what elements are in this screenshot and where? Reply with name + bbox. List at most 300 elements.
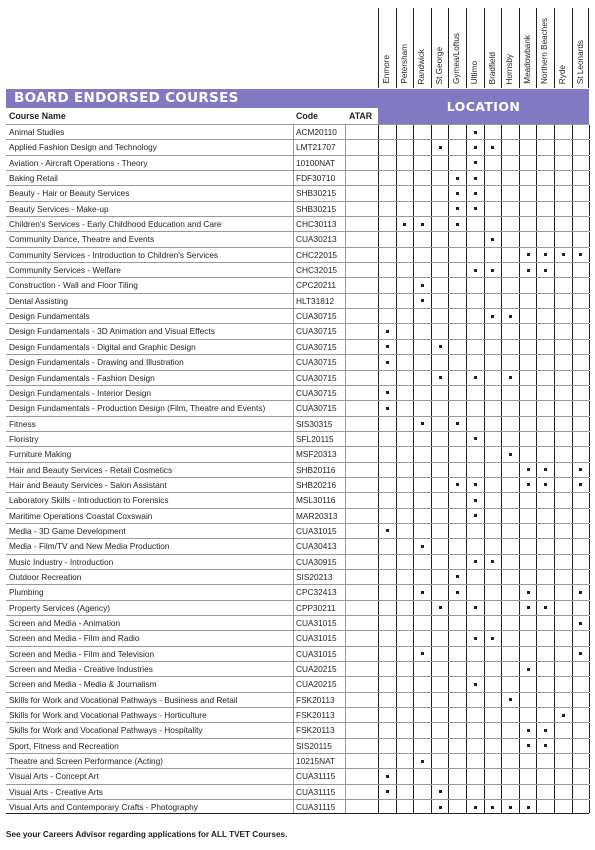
location-divider bbox=[448, 570, 449, 584]
location-divider bbox=[554, 800, 555, 813]
location-divider bbox=[519, 371, 520, 385]
location-divider bbox=[536, 217, 537, 231]
location-divider bbox=[589, 232, 590, 246]
location-divider bbox=[396, 417, 397, 431]
location-divider bbox=[413, 248, 414, 262]
location-divider bbox=[589, 723, 590, 737]
course-name: Floristry bbox=[9, 433, 39, 444]
location-divider bbox=[519, 631, 520, 645]
course-code: HLT31812 bbox=[296, 295, 335, 306]
location-divider bbox=[589, 785, 590, 799]
course-name: Aviation - Aircraft Operations - Theory bbox=[9, 157, 148, 168]
location-divider bbox=[554, 754, 555, 768]
location-divider bbox=[448, 447, 449, 461]
location-divider bbox=[589, 447, 590, 461]
location-label: Meadowbank bbox=[522, 35, 532, 84]
location-divider bbox=[396, 355, 397, 369]
location-divider bbox=[378, 555, 379, 569]
course-code: CHC22015 bbox=[296, 249, 338, 260]
location-divider bbox=[484, 355, 485, 369]
location-divider bbox=[431, 585, 432, 599]
location-divider bbox=[431, 754, 432, 768]
availability-dot bbox=[474, 146, 477, 149]
location-divider bbox=[572, 555, 573, 569]
location-divider bbox=[466, 539, 467, 553]
location-divider bbox=[431, 662, 432, 676]
column-divider bbox=[293, 693, 294, 707]
location-header-gymea-loftus bbox=[448, 8, 466, 88]
location-divider bbox=[554, 463, 555, 477]
location-divider bbox=[554, 432, 555, 446]
location-divider bbox=[431, 693, 432, 707]
location-divider bbox=[572, 263, 573, 277]
location-divider bbox=[396, 493, 397, 507]
location-divider bbox=[484, 478, 485, 492]
location-divider bbox=[554, 278, 555, 292]
location-divider bbox=[396, 324, 397, 338]
table-row bbox=[6, 293, 589, 308]
location-divider bbox=[396, 800, 397, 813]
location-divider bbox=[413, 539, 414, 553]
column-divider bbox=[345, 785, 346, 799]
column-divider bbox=[345, 800, 346, 813]
column-divider bbox=[345, 309, 346, 323]
location-divider bbox=[484, 140, 485, 154]
location-divider bbox=[431, 800, 432, 813]
location-divider bbox=[448, 278, 449, 292]
location-divider bbox=[572, 631, 573, 645]
location-divider bbox=[466, 401, 467, 415]
location-divider bbox=[396, 232, 397, 246]
location-divider bbox=[413, 463, 414, 477]
location-divider bbox=[466, 785, 467, 799]
location-label: St George bbox=[434, 46, 444, 84]
location-divider bbox=[519, 248, 520, 262]
location-divider bbox=[536, 340, 537, 354]
location-divider bbox=[572, 601, 573, 615]
location-divider bbox=[589, 217, 590, 231]
course-name: Media - 3D Game Development bbox=[9, 525, 126, 536]
column-divider bbox=[345, 723, 346, 737]
location-banner bbox=[378, 89, 589, 124]
course-code: CPP30211 bbox=[296, 602, 336, 613]
location-divider bbox=[378, 723, 379, 737]
location-divider bbox=[501, 662, 502, 676]
course-code: CUA20215 bbox=[296, 679, 337, 690]
location-divider bbox=[519, 478, 520, 492]
course-code: CUA31015 bbox=[296, 618, 337, 628]
location-divider bbox=[554, 662, 555, 676]
course-name: Plumbing bbox=[9, 587, 44, 598]
location-divider bbox=[519, 539, 520, 553]
location-divider bbox=[448, 555, 449, 569]
location-divider bbox=[536, 539, 537, 553]
location-divider bbox=[396, 631, 397, 645]
availability-dot bbox=[509, 376, 512, 379]
location-divider bbox=[431, 417, 432, 431]
location-divider bbox=[484, 647, 485, 661]
location-divider bbox=[501, 309, 502, 323]
availability-dot bbox=[527, 253, 530, 256]
location-divider bbox=[431, 601, 432, 615]
location-divider bbox=[572, 417, 573, 431]
location-divider bbox=[572, 248, 573, 262]
location-divider bbox=[536, 324, 537, 338]
location-divider bbox=[501, 785, 502, 799]
column-divider bbox=[345, 601, 346, 615]
location-divider bbox=[484, 754, 485, 768]
location-divider bbox=[396, 217, 397, 231]
course-code: CUA30413 bbox=[296, 541, 337, 552]
column-divider bbox=[345, 585, 346, 599]
location-divider bbox=[572, 340, 573, 354]
location-divider bbox=[519, 800, 520, 813]
column-divider bbox=[293, 156, 294, 170]
location-divider bbox=[413, 202, 414, 216]
location-divider bbox=[413, 340, 414, 354]
column-divider bbox=[293, 785, 294, 799]
location-divider bbox=[378, 493, 379, 507]
location-divider bbox=[413, 125, 414, 139]
location-divider bbox=[448, 616, 449, 630]
course-code: CPC20211 bbox=[296, 280, 336, 291]
availability-dot bbox=[491, 560, 494, 563]
location-divider bbox=[378, 800, 379, 813]
table-row bbox=[6, 385, 589, 400]
location-divider bbox=[413, 478, 414, 492]
location-divider bbox=[572, 371, 573, 385]
location-divider bbox=[519, 140, 520, 154]
course-code: 10215NAT bbox=[296, 756, 336, 767]
location-divider bbox=[554, 493, 555, 507]
location-divider bbox=[378, 217, 379, 231]
location-divider bbox=[448, 585, 449, 599]
column-divider bbox=[345, 432, 346, 446]
availability-dot bbox=[474, 269, 477, 272]
location-divider bbox=[519, 524, 520, 538]
location-divider bbox=[413, 754, 414, 768]
location-divider bbox=[572, 662, 573, 676]
location-header-ryde bbox=[554, 8, 572, 88]
course-code: CHC30113 bbox=[296, 219, 337, 230]
location-divider bbox=[484, 294, 485, 308]
location-divider bbox=[572, 186, 573, 200]
availability-dot bbox=[474, 161, 477, 164]
column-divider bbox=[345, 769, 346, 783]
availability-dot bbox=[386, 529, 389, 532]
column-divider bbox=[293, 140, 294, 154]
course-name: Beauty Services - Make-up bbox=[9, 203, 109, 214]
location-divider bbox=[554, 785, 555, 799]
location-divider bbox=[378, 278, 379, 292]
location-header-st-leonards bbox=[572, 8, 590, 88]
location-divider bbox=[431, 432, 432, 446]
location-divider bbox=[501, 539, 502, 553]
column-divider bbox=[293, 232, 294, 246]
location-label: Northern Beaches bbox=[540, 18, 550, 84]
table-row bbox=[6, 630, 589, 645]
location-divider bbox=[466, 232, 467, 246]
table-row bbox=[6, 462, 589, 477]
course-name: Design Fundamentals - Interior Design bbox=[9, 387, 152, 398]
availability-dot bbox=[509, 453, 512, 456]
location-divider bbox=[413, 677, 414, 691]
availability-dot bbox=[579, 253, 582, 256]
availability-dot bbox=[456, 177, 459, 180]
location-divider bbox=[396, 386, 397, 400]
location-divider bbox=[519, 171, 520, 185]
course-name: Skills for Work and Vocational Pathways - Hospitality bbox=[9, 725, 203, 736]
location-divider bbox=[519, 340, 520, 354]
location-divider bbox=[501, 386, 502, 400]
availability-dot bbox=[527, 606, 530, 609]
location-divider bbox=[448, 708, 449, 722]
location-divider bbox=[554, 140, 555, 154]
location-divider bbox=[589, 340, 590, 354]
column-divider bbox=[345, 340, 346, 354]
availability-dot bbox=[491, 806, 494, 809]
location-label: Hornsby bbox=[505, 53, 515, 84]
column-divider bbox=[345, 202, 346, 216]
location-divider bbox=[536, 248, 537, 262]
availability-dot bbox=[386, 407, 389, 410]
location-divider bbox=[396, 263, 397, 277]
location-divider bbox=[413, 800, 414, 813]
availability-dot bbox=[579, 622, 582, 625]
location-divider bbox=[431, 708, 432, 722]
location-header-randwick bbox=[413, 8, 431, 88]
location-divider bbox=[378, 662, 379, 676]
location-divider bbox=[413, 386, 414, 400]
availability-dot bbox=[474, 560, 477, 563]
location-divider bbox=[448, 340, 449, 354]
column-divider bbox=[293, 355, 294, 369]
course-code: SHB20116 bbox=[296, 464, 336, 475]
location-divider bbox=[572, 723, 573, 737]
location-divider bbox=[466, 463, 467, 477]
course-code: CPC32413 bbox=[296, 587, 337, 598]
availability-dot bbox=[474, 483, 477, 486]
location-divider bbox=[536, 601, 537, 615]
availability-dot bbox=[439, 790, 442, 793]
column-divider bbox=[293, 601, 294, 615]
location-divider bbox=[501, 463, 502, 477]
location-divider bbox=[536, 371, 537, 385]
location-divider bbox=[431, 723, 432, 737]
location-divider bbox=[448, 202, 449, 216]
column-divider bbox=[293, 202, 294, 216]
availability-dot bbox=[439, 345, 442, 348]
location-divider bbox=[519, 509, 520, 523]
location-divider bbox=[589, 509, 590, 523]
availability-dot bbox=[386, 361, 389, 364]
availability-dot bbox=[544, 253, 547, 256]
course-name: Applied Fashion Design and Technology bbox=[9, 142, 157, 153]
location-divider bbox=[536, 677, 537, 691]
location-divider bbox=[378, 616, 379, 630]
location-divider bbox=[466, 662, 467, 676]
location-divider bbox=[466, 693, 467, 707]
location-divider bbox=[396, 463, 397, 477]
course-code: CUA30715 bbox=[296, 357, 337, 368]
location-divider bbox=[501, 186, 502, 200]
table-row bbox=[6, 738, 589, 753]
location-divider bbox=[501, 601, 502, 615]
location-divider bbox=[536, 616, 537, 630]
column-divider bbox=[293, 294, 294, 308]
availability-dot bbox=[527, 806, 530, 809]
location-divider bbox=[466, 156, 467, 170]
location-header-petersham bbox=[396, 8, 414, 88]
location-divider bbox=[466, 202, 467, 216]
location-divider bbox=[589, 478, 590, 492]
column-divider bbox=[345, 493, 346, 507]
location-divider bbox=[378, 708, 379, 722]
location-divider bbox=[466, 677, 467, 691]
location-divider bbox=[519, 785, 520, 799]
location-divider bbox=[466, 493, 467, 507]
availability-dot bbox=[474, 192, 477, 195]
course-name: Construction - Wall and Floor Tiling bbox=[9, 280, 138, 291]
location-divider bbox=[448, 677, 449, 691]
location-divider bbox=[413, 324, 414, 338]
course-name: Design Fundamentals - Fashion Design bbox=[9, 372, 155, 383]
location-divider bbox=[554, 769, 555, 783]
column-divider bbox=[345, 125, 346, 139]
location-divider bbox=[431, 631, 432, 645]
availability-dot bbox=[579, 652, 582, 655]
location-divider bbox=[431, 570, 432, 584]
location-divider bbox=[396, 754, 397, 768]
location-divider bbox=[431, 263, 432, 277]
table-row bbox=[6, 692, 589, 707]
location-divider bbox=[536, 309, 537, 323]
location-divider bbox=[431, 355, 432, 369]
table-row bbox=[6, 492, 589, 507]
location-divider bbox=[519, 769, 520, 783]
location-divider bbox=[519, 693, 520, 707]
location-divider bbox=[501, 263, 502, 277]
location-divider bbox=[484, 232, 485, 246]
course-code: SHB30215 bbox=[296, 188, 337, 199]
location-divider bbox=[501, 401, 502, 415]
location-divider bbox=[501, 769, 502, 783]
location-divider bbox=[536, 478, 537, 492]
column-divider bbox=[345, 739, 346, 753]
location-label: Ryde bbox=[558, 64, 567, 84]
location-divider bbox=[554, 539, 555, 553]
location-divider bbox=[519, 125, 520, 139]
location-divider bbox=[466, 754, 467, 768]
location-divider bbox=[484, 463, 485, 477]
location-divider bbox=[448, 647, 449, 661]
course-name: Design Fundamentals - Production Design (Film, Theatre and Events) bbox=[9, 403, 266, 414]
table-row bbox=[6, 768, 589, 783]
location-divider bbox=[572, 324, 573, 338]
location-divider bbox=[536, 355, 537, 369]
location-divider bbox=[501, 417, 502, 431]
location-divider bbox=[519, 401, 520, 415]
location-divider bbox=[448, 186, 449, 200]
location-divider bbox=[572, 294, 573, 308]
location-divider bbox=[572, 171, 573, 185]
column-divider bbox=[293, 432, 294, 446]
location-divider bbox=[378, 417, 379, 431]
location-divider bbox=[501, 493, 502, 507]
location-header-ultimo bbox=[466, 8, 484, 88]
location-divider bbox=[501, 432, 502, 446]
course-name: Community Services - Introduction to Children's Services bbox=[9, 249, 219, 260]
availability-dot bbox=[421, 284, 424, 287]
location-divider bbox=[554, 708, 555, 722]
column-divider bbox=[345, 631, 346, 645]
location-divider bbox=[554, 509, 555, 523]
table-row bbox=[6, 370, 589, 385]
location-divider bbox=[431, 739, 432, 753]
location-divider bbox=[484, 278, 485, 292]
location-divider bbox=[466, 570, 467, 584]
location-divider bbox=[519, 186, 520, 200]
column-divider bbox=[293, 754, 294, 768]
table-row bbox=[6, 784, 589, 799]
location-divider bbox=[501, 693, 502, 707]
location-divider bbox=[554, 478, 555, 492]
location-label: St Leonards bbox=[575, 39, 585, 84]
table-row bbox=[6, 707, 589, 722]
availability-dot bbox=[527, 483, 530, 486]
table-row bbox=[6, 231, 589, 246]
column-divider bbox=[293, 708, 294, 722]
location-divider bbox=[589, 202, 590, 216]
location-divider bbox=[554, 156, 555, 170]
availability-dot bbox=[386, 330, 389, 333]
location-divider bbox=[378, 355, 379, 369]
column-divider bbox=[345, 371, 346, 385]
course-name: Design Fundamentals - 3D Animation and Visual Effects bbox=[9, 326, 215, 337]
location-divider bbox=[572, 217, 573, 231]
availability-dot bbox=[579, 483, 582, 486]
course-code: CUA31115 bbox=[296, 802, 336, 813]
location-divider bbox=[554, 340, 555, 354]
table-row bbox=[6, 508, 589, 523]
location-divider bbox=[448, 769, 449, 783]
course-name: Laboratory Skills - Introduction to Forensics bbox=[9, 495, 169, 506]
column-divider bbox=[293, 248, 294, 262]
location-divider bbox=[448, 601, 449, 615]
location-divider bbox=[378, 539, 379, 553]
location-divider bbox=[501, 217, 502, 231]
location-divider bbox=[501, 324, 502, 338]
course-name: Community Services - Welfare bbox=[9, 265, 121, 276]
course-code: FSK20113 bbox=[296, 725, 335, 736]
location-divider bbox=[572, 739, 573, 753]
location-divider bbox=[554, 309, 555, 323]
location-divider bbox=[519, 723, 520, 737]
location-divider bbox=[413, 723, 414, 737]
table-row bbox=[6, 277, 589, 292]
course-name: Hair and Beauty Services - Retail Cosmetics bbox=[9, 464, 173, 475]
location-divider bbox=[413, 662, 414, 676]
footnote: See your Careers Advisor regarding applications for ALL TVET Courses. bbox=[6, 830, 288, 839]
location-divider bbox=[466, 601, 467, 615]
column-divider bbox=[345, 463, 346, 477]
location-divider bbox=[536, 202, 537, 216]
location-divider bbox=[589, 125, 590, 139]
location-divider bbox=[536, 447, 537, 461]
location-divider bbox=[589, 432, 590, 446]
location-divider bbox=[431, 156, 432, 170]
location-divider bbox=[396, 140, 397, 154]
